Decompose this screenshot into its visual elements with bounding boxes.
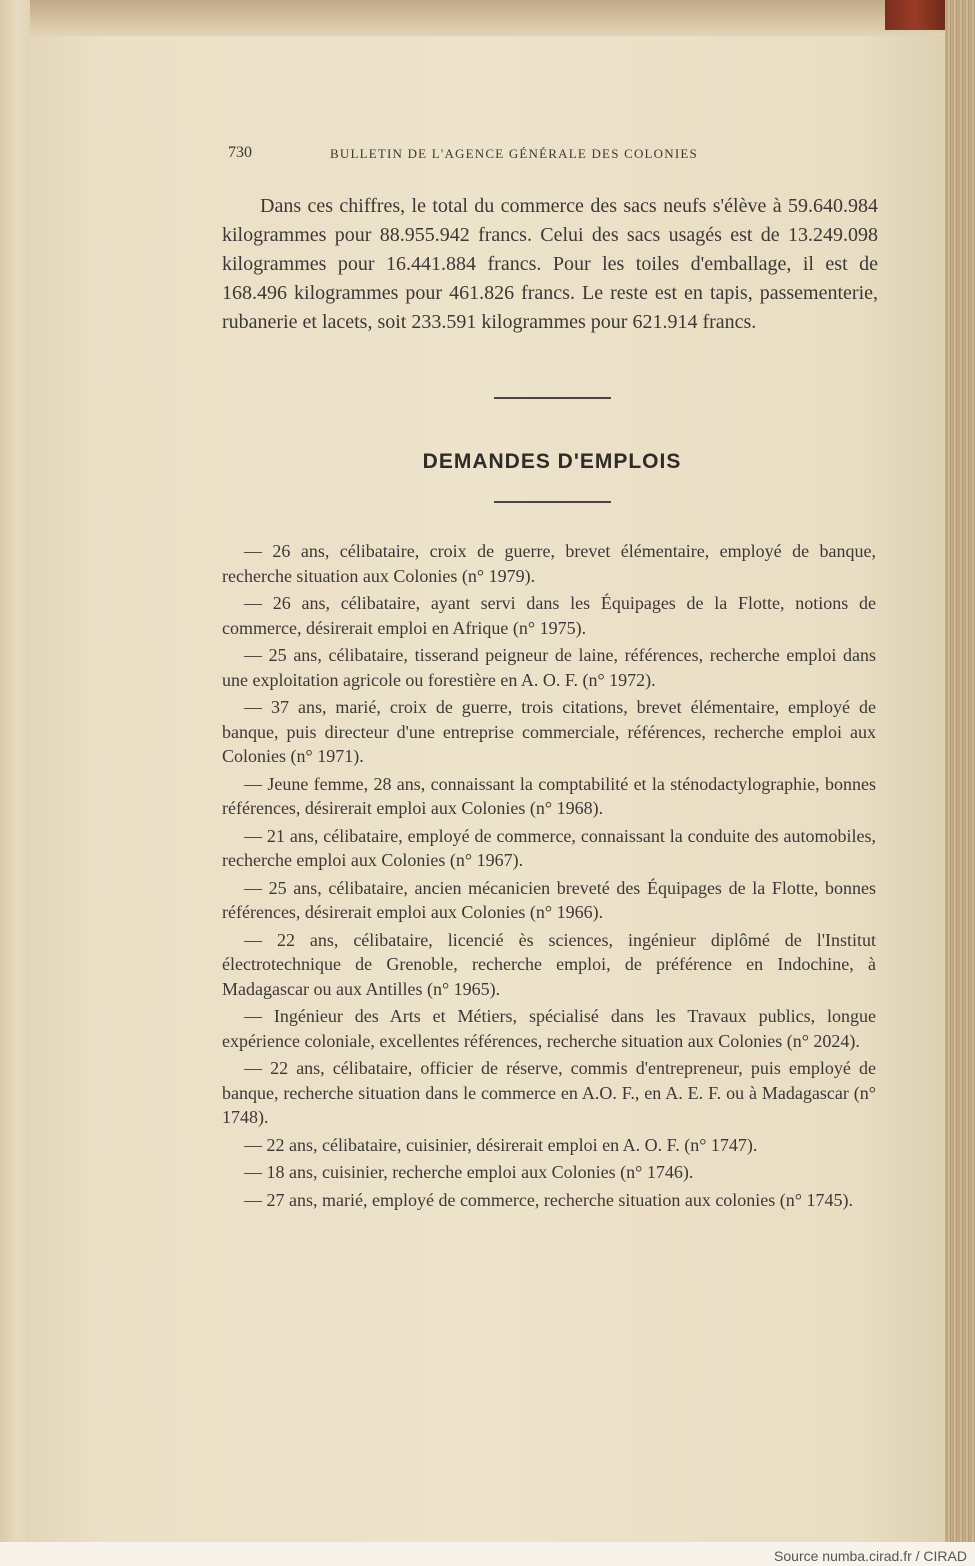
job-request-list: [222, 539, 876, 1215]
page-header: [222, 144, 882, 166]
intro-paragraph: Dans ces chiffres, le total du commerce des sacs neufs s'élève à 59.640.984 kilogrammes pour 88.955.942 francs. Celui des sacs usagés est de 13.249.098 kilogrammes pour 16.441.884 francs. Pour les toiles d'emballage, il est de 168.496 kilogrammes pour 461.826 francs. Le reste est en tapis, passementerie, rubanerie et lacets, soit 233.591 kilogrammes pour 621.914 francs.: [222, 195, 878, 333]
job-request-entry: — 37 ans, marié, croix de guerre, trois citations, brevet élémentaire, employé de banque, puis directeur d'une entreprise commerciale, références, recherche emploi aux Colonies (n° 1971).: [222, 697, 876, 766]
job-request-entry: — 22 ans, célibataire, cuisinier, désirerait emploi en A. O. F. (n° 1747).: [244, 1134, 758, 1155]
section-title: DEMANDES D'EMPLOIS: [422, 450, 682, 473]
top-page-edge: [30, 0, 945, 36]
running-title: BULLETIN DE L'AGENCE GÉNÉRALE DES COLONIES: [330, 146, 698, 161]
source-credit: Source numba.cirad.fr / CIRAD: [774, 1548, 967, 1564]
section-divider-bottom: [494, 501, 611, 503]
job-request-entry: — 22 ans, célibataire, licencié ès sciences, ingénieur diplômé de l'Institut électrotechnique de Grenoble, recherche emploi, de préférence en Indochine, à Madagascar ou aux Antilles (n° 1965).: [222, 929, 876, 999]
job-request-entry: — 25 ans, célibataire, tisserand peigneur de laine, références, recherche emploi dans une exploitation agricole ou forestière en A. O. F. (n° 1972).: [222, 645, 876, 690]
page-number: 730: [228, 144, 252, 161]
left-binding: [0, 0, 30, 1542]
book-cover-corner: [885, 0, 945, 30]
job-request-entry: — 18 ans, cuisinier, recherche emploi aux Colonies (n° 1746).: [244, 1162, 694, 1182]
job-request-entry: — 21 ans, célibataire, employé de commerce, connaissant la conduite des automobiles, recherche emploi aux Colonies (n° 1967).: [222, 825, 876, 870]
page-stack-edge: [945, 0, 975, 1542]
job-request-entry: — 26 ans, célibataire, ayant servi dans les Équipages de la Flotte, notions de commerce, désirerait emploi en Afrique (n° 1975).: [222, 593, 876, 638]
job-request-entry: — 27 ans, marié, employé de commerce, recherche situation aux colonies (n° 1745).: [244, 1189, 853, 1210]
section-divider-top: [494, 397, 611, 399]
job-request-entry: — 25 ans, célibataire, ancien mécanicien breveté des Équipages de la Flotte, bonnes références, désirerait emploi aux Colonies (n° 1966).: [222, 877, 876, 922]
job-request-entry: — 26 ans, célibataire, croix de guerre, brevet élémentaire, employé de banque, recherche situation aux Colonies (n° 1979).: [222, 541, 876, 586]
job-request-entry: — Jeune femme, 28 ans, connaissant la comptabilité et la sténodactylographie, bonnes références, désirerait emploi aux Colonies (n° 1968).: [222, 773, 876, 818]
job-request-entry: — 22 ans, célibataire, officier de réserve, commis d'entrepreneur, puis employé de banque, recherche situation dans le commerce en A.O. F., en A. E. F. ou à Madagascar (n° 1748).: [222, 1058, 876, 1127]
job-request-entry: — Ingénieur des Arts et Métiers, spécialisé dans les Travaux publics, longue expérience coloniale, excellentes références, recherche situation aux Colonies (n° 2024).: [222, 1006, 876, 1051]
